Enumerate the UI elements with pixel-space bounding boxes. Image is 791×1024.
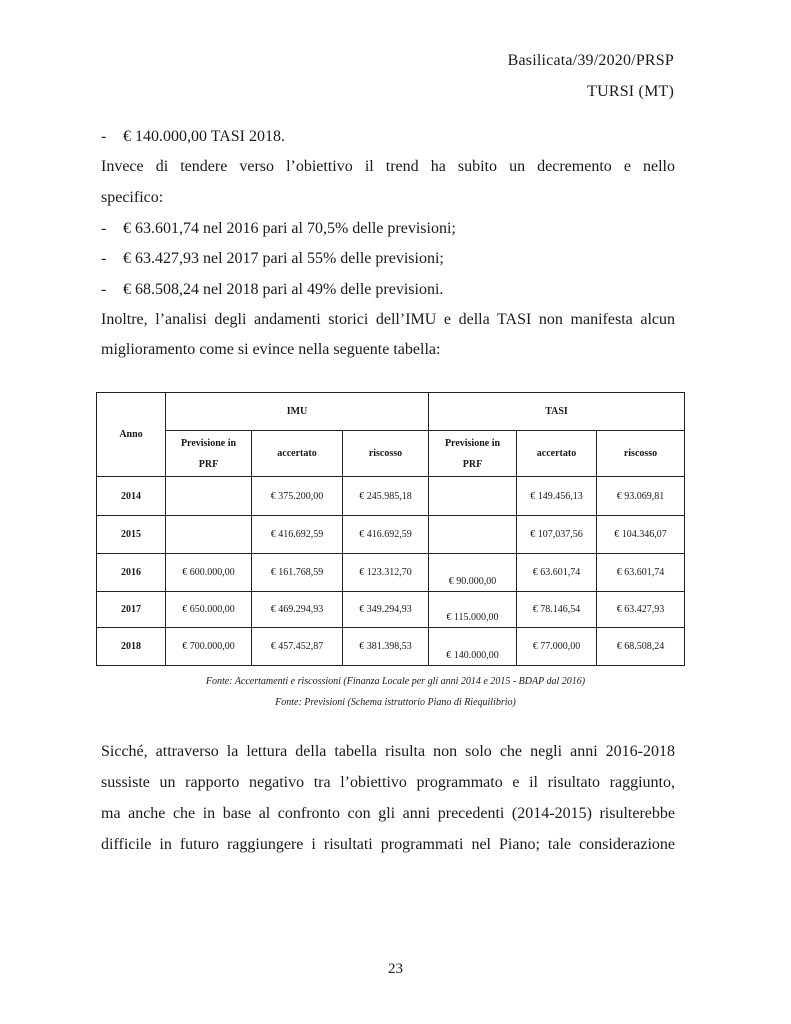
table-header-row-groups xyxy=(97,393,685,431)
cell-tasi-riscosso: € 63.427,93 xyxy=(597,592,685,628)
header-imu-accertato: accertato xyxy=(252,431,343,477)
cell-tasi-accertato: € 78.146,54 xyxy=(517,592,597,628)
page-number: 23 xyxy=(388,961,403,977)
header-imu-previsione xyxy=(166,431,252,477)
bullet-tasi-2018 xyxy=(101,128,285,146)
bullet-text: € 68.508,24 nel 2018 pari al 49% delle previsioni. xyxy=(123,281,444,298)
header-imu-riscosso: riscosso xyxy=(343,431,429,477)
bullet-dash: - xyxy=(101,250,107,267)
bullet-text: € 63.601,74 nel 2016 pari al 70,5% delle previsioni; xyxy=(123,220,456,237)
cell-imu-accertato: € 416.692,59 xyxy=(252,516,343,554)
table-row xyxy=(97,628,685,666)
cell-imu-accertato: € 469.294,93 xyxy=(252,592,343,628)
header-municipality: TURSI (MT) xyxy=(587,83,674,100)
cell-anno: 2016 xyxy=(97,554,166,592)
bullet-text: € 140.000,00 TASI 2018. xyxy=(123,128,285,145)
cell-tasi-riscosso: € 104.346,07 xyxy=(597,516,685,554)
cell-tasi-previsione: € 115.000,00 xyxy=(429,592,517,628)
cell-tasi-previsione xyxy=(429,516,517,554)
table-row xyxy=(97,592,685,628)
cell-anno: 2015 xyxy=(97,516,166,554)
header-tasi-accertato: accertato xyxy=(517,431,597,477)
cell-tasi-accertato: € 77.000,00 xyxy=(517,628,597,666)
bullet-2017 xyxy=(101,250,444,268)
cell-anno: 2018 xyxy=(97,628,166,666)
paragraph-conclusion-line-3: ma anche che in base al confronto con gli anni precedenti (2014-2015) risulterebbe xyxy=(101,805,675,822)
header-previsione-line2: PRF xyxy=(198,458,219,470)
cell-tasi-riscosso: € 68.508,24 xyxy=(597,628,685,666)
bullet-dash: - xyxy=(101,281,107,298)
cell-tasi-riscosso: € 63.601,74 xyxy=(597,554,685,592)
caption-source-previsioni: Fonte: Previsioni (Schema istruttorio Piano di Riequilibrio) xyxy=(275,697,516,708)
header-group-imu: IMU xyxy=(166,393,429,431)
cell-imu-previsione: € 600.000,00 xyxy=(166,554,252,592)
cell-tasi-previsione: € 140.000,00 xyxy=(429,628,517,666)
cell-imu-riscosso: € 123.312,70 xyxy=(343,554,429,592)
cell-tasi-accertato: € 107,037,56 xyxy=(517,516,597,554)
header-previsione-line1: Previsione in xyxy=(444,437,501,449)
paragraph-analysis-line-1: Inoltre, l’analisi degli andamenti storici dell’IMU e della TASI non manifesta alcun xyxy=(101,311,675,328)
table-row xyxy=(97,477,685,516)
cell-imu-riscosso: € 245.985,18 xyxy=(343,477,429,516)
bullet-text: € 63.427,93 nel 2017 pari al 55% delle previsioni; xyxy=(123,250,444,267)
header-anno: Anno xyxy=(97,393,166,477)
paragraph-trend-line-1: Invece di tendere verso l’obiettivo il trend ha subito un decremento e nello xyxy=(101,158,675,175)
table-row xyxy=(97,554,685,592)
paragraph-conclusion-line-1: Sicché, attraverso la lettura della tabella risulta non solo che negli anni 2016-2018 xyxy=(101,743,675,760)
cell-imu-accertato: € 161.768,59 xyxy=(252,554,343,592)
cell-tasi-previsione xyxy=(429,477,517,516)
header-previsione-line1: Previsione in xyxy=(180,437,237,449)
bullet-dash: - xyxy=(101,220,107,237)
caption-source-accertamenti: Fonte: Accertamenti e riscossioni (Finanza Locale per gli anni 2014 e 2015 - BDAP dal 2016) xyxy=(205,676,586,687)
cell-imu-previsione xyxy=(166,477,252,516)
cell-imu-riscosso: € 381.398,53 xyxy=(343,628,429,666)
paragraph-conclusion-line-4: difficile in futuro raggiungere i risultati programmati nel Piano; tale considerazione xyxy=(101,836,675,853)
table-row xyxy=(97,516,685,554)
cell-imu-accertato: € 375.200,00 xyxy=(252,477,343,516)
header-group-tasi: TASI xyxy=(429,393,685,431)
table-header-row-sub xyxy=(97,431,685,477)
cell-imu-accertato: € 457.452,87 xyxy=(252,628,343,666)
cell-tasi-riscosso: € 93.069,81 xyxy=(597,477,685,516)
paragraph-analysis-line-2: miglioramento come si evince nella seguente tabella: xyxy=(101,341,441,358)
cell-tasi-previsione: € 90.000,00 xyxy=(429,554,517,592)
cell-imu-previsione: € 700.000,00 xyxy=(166,628,252,666)
cell-imu-previsione xyxy=(166,516,252,554)
cell-imu-riscosso: € 416.692,59 xyxy=(343,516,429,554)
bullet-dash: - xyxy=(101,128,107,145)
imu-tasi-table xyxy=(96,392,685,666)
header-tasi-previsione xyxy=(429,431,517,477)
cell-imu-riscosso: € 349.294,93 xyxy=(343,592,429,628)
header-case-reference: Basilicata/39/2020/PRSP xyxy=(507,52,674,69)
paragraph-trend-line-2: specifico: xyxy=(101,189,164,206)
header-previsione-line2: PRF xyxy=(462,458,483,470)
bullet-2018 xyxy=(101,281,443,299)
cell-anno: 2017 xyxy=(97,592,166,628)
bullet-2016 xyxy=(101,220,456,238)
paragraph-conclusion-line-2: sussiste un rapporto negativo tra l’obiettivo programmato e il risultato raggiunto, xyxy=(101,774,675,791)
cell-tasi-accertato: € 149.456,13 xyxy=(517,477,597,516)
cell-tasi-accertato: € 63.601,74 xyxy=(517,554,597,592)
cell-anno: 2014 xyxy=(97,477,166,516)
header-tasi-riscosso: riscosso xyxy=(597,431,685,477)
cell-imu-previsione: € 650.000,00 xyxy=(166,592,252,628)
